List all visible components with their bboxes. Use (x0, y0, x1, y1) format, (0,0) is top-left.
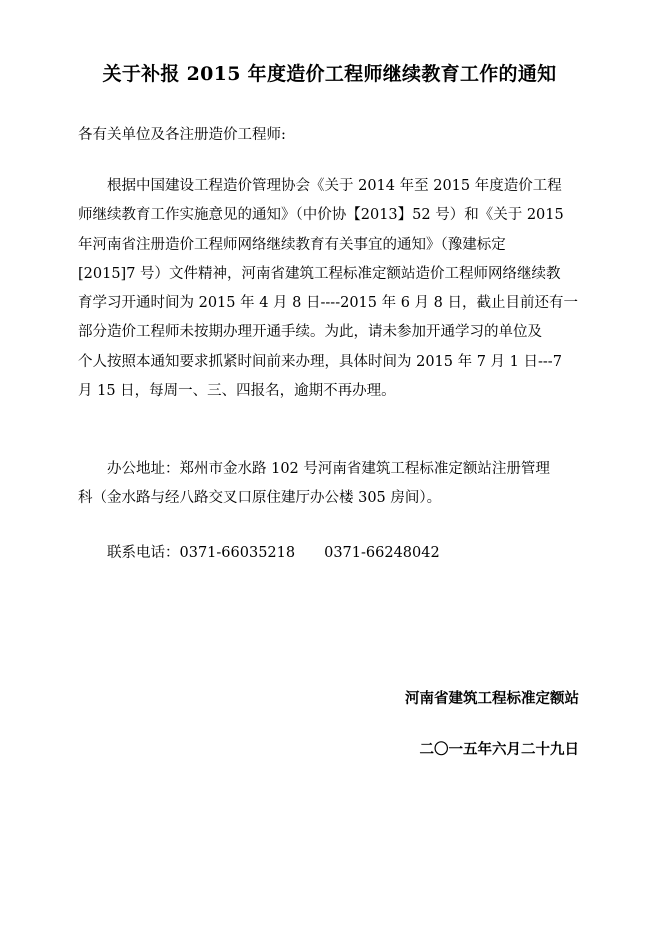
paragraph-address (78, 455, 588, 514)
issue-date: 二〇一五年六月二十九日 (419, 741, 579, 758)
document-title: 关于补报 2015 年度造价工程师继续教育工作的通知 (102, 63, 557, 85)
paragraph-contact (78, 539, 588, 568)
paragraph-line: 月 15 日，每周一、三、四报名，逾期不再办理。 (78, 383, 396, 400)
paragraph-main (78, 172, 588, 406)
issuer-signature: 河南省建筑工程标准定额站 (405, 690, 579, 707)
paragraph-line: 部分造价工程师未按期办理开通手续。为此，请未参加开通学习的单位及 (78, 324, 542, 341)
paragraph-line: 个人按照本通知要求抓紧时间前来办理，具体时间为 2015 年 7 月 1 日---7 (78, 353, 562, 370)
paragraph-line: 联系电话：0371-66035218 0371-66248042 (78, 545, 440, 561)
paragraph-line: 年河南省注册造价工程师网络继续教育有关事宜的通知》（豫建标定 (78, 236, 506, 253)
paragraph-line: 师继续教育工作实施意见的通知》（中价协【2013】52 号）和《关于 2015 (78, 207, 564, 224)
paragraph-line: 根据中国建设工程造价管理协会《关于 2014 年至 2015 年度造价工程 (78, 178, 562, 194)
paragraph-line: 育学习开通时间为 2015 年 4 月 8 日----2015 年 6 月 8 日，截止目前还有一 (78, 295, 579, 312)
paragraph-line: [2015]7 号）文件精神，河南省建筑工程标准定额站造价工程师网络继续教 (78, 265, 561, 282)
paragraph-line: 科（金水路与经八路交叉口原住建厅办公楼 305 房间）。 (78, 490, 442, 507)
salutation: 各有关单位及各注册造价工程师: (78, 127, 286, 143)
paragraph-line: 办公地址：郑州市金水路 102 号河南省建筑工程标准定额站注册管理 (78, 461, 550, 477)
